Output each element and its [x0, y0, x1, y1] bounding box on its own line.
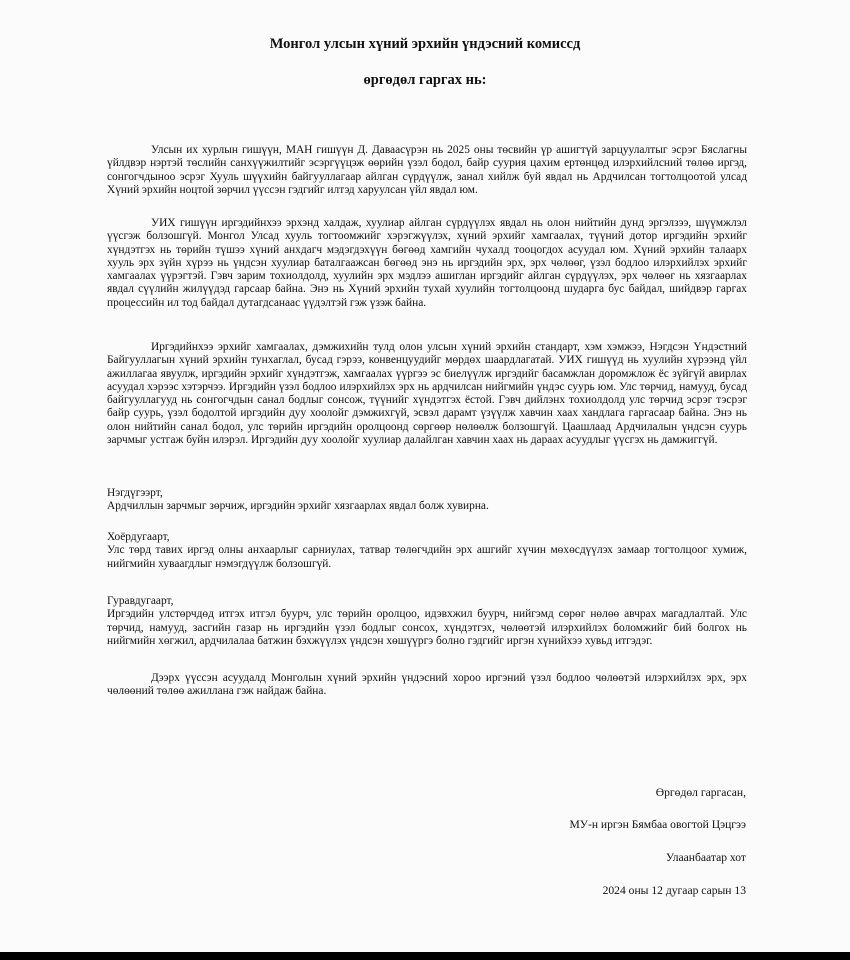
section-text: Иргэдийн улстөрчдөд итгэх итгэл буурч, улс төрийн оролцоо, идэвхжил буурч, нийгэмд сөрөг нөлөө авчрах магадлалтай. Улс төрчид, намууд, засгийн газар нь иргэдийн үзэл бодлыг сонсох, хүндэтгэх, чөлөөтэй илэрхийлэх боломжийг бий болгох нь нийгмийн хөгжил, ардчилалаа батжин бэхжүүлэх үндсэн хөшүүргэ болно гэдгийг иргэн хүнийхээ хувьд итгэдэг. — [107, 608, 747, 647]
signature-submitted: Өргөдөл гаргасан, — [655, 786, 746, 799]
paragraph-conclusion: Дээрх үүссэн асуудалд Монголын хүний эрхийн үндэсний хороо иргэний үзэл бодлоо чөлөөтэй илэрхийлэх эрх, эрх чөлөөний төлөө ажиллана гэж найдаж байна. — [107, 672, 747, 698]
section-second — [107, 531, 747, 571]
paragraph-3: Иргэдийнхээ эрхийг хамгаалах, дэмжихийн тулд олон улсын хүний эрхийн стандарт, хэм хэмжээ, Нэгдсэн Үндэстний Байгууллагын хүний эрхийн тунхаглал, бусад гэрээ, конвенцуудийг мөрдөх шаардлагатай. УИХ гишүүд нь хуулийн хүрээнд үйл ажиллагаа явуулж, иргэдийн эрхийг хүндэтгэж, хамгаалах үүргээ эс биелүүлж иргэдийг басамжлан доромжлож ёс зүйгүй авирлах асуудал хэрээс хэтэрчээ. Иргэдийн үзэл бодлоо илэрхийлэх эрх нь ардчилсан нийгмийн үндэс суурь юм. Улс төрчид, намууд, бусад байгууллагууд нь сонгогчдын санал бодлыг сонсож, түүнийг хүндэтгэх ёстой. Гэвч дийлэнх тохиолдолд улс төрчид эсрэг тэсрэг байр суурь, үзэл бодолтой иргэдийн дуу хоолойг дэмжихгүй, эсвэл дарамт үзүүлж хавчин хаах хандлага гаргасаар байна. Энэ нь олон нийтийн санал бодол, улс төрийн иргэдийн оролцоонд сөргөөр нөлөөлж болзошгүй. Цаашлаад Ардчилалын үндсэн суурь зарчмыг устгаж буйн илэрэл. Иргэдийн дуу хоолойг хуулиар далайлган хавчин хаах нь дараах асуудлыг үүсгэх нь дамжиггүй. — [107, 341, 747, 447]
paragraph-2: УИХ гишүүн иргэдийнхээ эрхэнд халдаж, хуулиар айлган сүрдүүлэх явдал нь олон нийтийн дунд эргэлзээ, шүүмжлэл үүсгэж болзошгүй. Монгол Улсад хууль тогтоомжийг хэрэгжүүлэх, хүний эрхийг хамгаалах, түүний дотор иргэдийн эрхийг хүндэтгэх нь төрийн түшээ хүний анхдагч мэдэгдэхүүн бөгөөд хамгийн чухалд тооцогдох асуудал юм. Хүний эрхийн талаарх хууль эрх зүйн хүрээ нь үндсэн хуулиар баталгаажсан бөгөөд энэ нь иргэдийн эрх, эрх чөлөөг, үзэл бодлоо илэрхийлэх эрхийг хамгаалах үүрэгтэй. Гэвч зарим тохиолдолд, хуулийн эрх мэдлээ ашиглан иргэдийг айлган сүрдүүлэх, эрх чөлөөг нь хязгаарлах явдал сүүлийн жилүүдэд гарсаар байна. Энэ нь Хүний эрхийн тухай хуулийн тогтолцоонд шударга бус байдал, шийдвэр гаргах процессийн ил тод байдал дутагдсанаас үүдэлтэй гэж үзэж байна. — [107, 217, 747, 309]
signature-city: Улаанбаатар хот — [665, 851, 746, 864]
section-heading: Нэгдүгээрт, — [107, 487, 163, 499]
section-first — [107, 487, 747, 514]
section-heading: Хоёрдугаарт, — [107, 531, 170, 543]
section-text: Ардчиллын зарчмыг зөрчиж, иргэдийн эрхийг хязгаарлах явдал болж хувирна. — [107, 500, 489, 513]
paragraph-1: Улсын их хурлын гишүүн, МАН гишүүн Д. Даваасүрэн нь 2025 оны төсвийн үр ашигтүй зарцуулалтыг эсрэг Бяслагны үйлдвэр нэртэй төслийн санхүүжилтийг эсэргүүцэж өөрийн үзэл бодол, байр суурия цахим ертөнцөд илэрхийлсний төлөө иргэд, сонгогчдыноо эсрэг Хууль шүүхийн байгууллагаар айлган сүрдүүлж, занал хийлж буй явдал нь Ардчилсан тогтолцоотой улсад Хүний эрхийн ноцтой зөрчил үүссэн гэдгийг илтэд харуулсан үйл явдал юм. — [107, 144, 747, 196]
section-text: Улс төрд тавих иргэд олны анхаарлыг сарниулах, татвар төлөгчдийн эрх ашгийг хүчин мөхөсдүүлэх замаар тогтолцоог хумиж, нийгмийн хуваагдлыг нэмэгдүүлж болзошгүй. — [107, 544, 747, 570]
signature-date: 2024 оны 12 дугаар сарын 13 — [602, 884, 746, 897]
section-heading: Гуравдугаарт, — [107, 595, 174, 607]
signature-name: МУ-н иргэн Бямбаа овогтой Цэцгээ — [569, 818, 746, 831]
document-subtitle: өргөдөл гаргах нь: — [363, 72, 487, 88]
section-third — [107, 595, 747, 648]
document-title: Монгол улсын хүний эрхийн үндэсний комисcд — [269, 36, 581, 52]
